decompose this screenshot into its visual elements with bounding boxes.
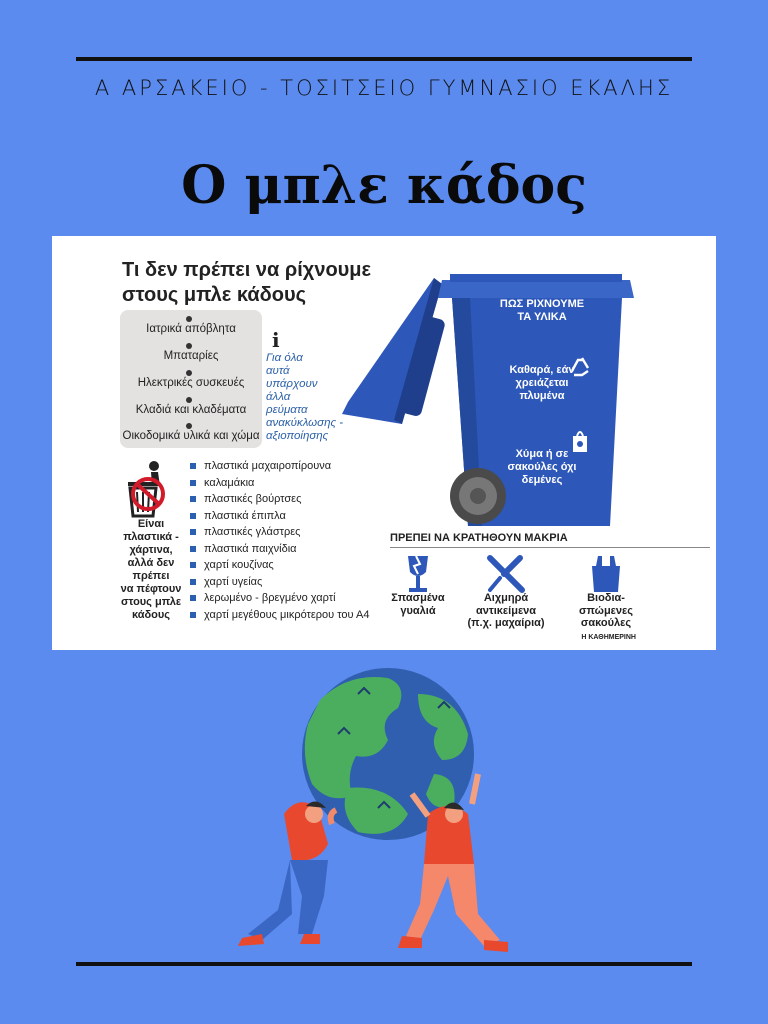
bin-how-to-text <box>490 298 594 324</box>
bin-text-line: σακούλες όχι <box>507 461 577 473</box>
caption-line: Είναι <box>137 518 165 530</box>
list-item: χαρτί υγείας <box>190 574 369 591</box>
list-item: καλαμάκια <box>190 475 369 492</box>
caption-line: κάδους <box>131 609 171 621</box>
keep-away-label <box>373 592 463 617</box>
keep-away-line: αντικείμενα <box>475 604 537 617</box>
caption-line: να πέφτουν <box>120 583 182 595</box>
people-holding-earth-illustration <box>228 664 540 964</box>
infographic-heading <box>122 258 371 308</box>
bin-text-line: πλυμένα <box>519 390 565 402</box>
not-allowed-item: Μπαταρίες <box>163 350 219 362</box>
note-line: Για όλα <box>266 352 303 364</box>
not-allowed-box <box>120 310 262 448</box>
bullet-dot <box>186 316 192 322</box>
keep-away-line: σπώμενες <box>579 604 633 617</box>
no-trash-icon <box>124 458 170 518</box>
note-line: άλλα <box>266 391 291 403</box>
caption-line: πρέπει <box>132 570 170 582</box>
list-item: πλαστικές γλάστρες <box>190 524 369 541</box>
not-allowed-item: Οικοδομικά υλικά και χώμα <box>122 430 260 442</box>
paper-plastic-caption <box>118 518 184 622</box>
keep-away-label <box>461 592 551 630</box>
keep-away-line: (π.χ. μαχαίρια) <box>467 617 545 629</box>
bin-text-line: ΤΑ ΥΛΙΚΑ <box>517 311 567 323</box>
school-name: Α ΑΡΣΑΚΕΙΟ - ΤΟΣΙΤΣΕΙΟ ΓΥΜΝΑΣΙΟ ΕΚΑΛΗΣ <box>94 76 674 100</box>
bullet-dot <box>186 397 192 403</box>
infographic-panel <box>52 236 716 650</box>
note-line: αυτά <box>266 365 290 377</box>
not-allowed-item: Ηλεκτρικές συσκευές <box>137 377 245 389</box>
bin-text-line: χρειάζεται <box>515 377 569 389</box>
keep-away-line: Αιχμηρά <box>483 592 529 604</box>
broken-glass-icon <box>396 554 440 594</box>
bullet-dot <box>186 343 192 349</box>
list-item: πλαστικά μαχαιροπίρουνα <box>190 458 369 475</box>
bullet-dot <box>186 370 192 376</box>
list-item: πλαστικά έπιπλα <box>190 508 369 525</box>
note-line: ανακύκλωσης - <box>266 417 344 429</box>
bin-text-line: Καθαρά, εάν <box>509 364 575 376</box>
caption-line: στους μπλε <box>120 596 182 608</box>
caption-line: αλλά δεν <box>127 557 175 569</box>
list-item: πλαστικές βούρτσες <box>190 491 369 508</box>
keep-away-label <box>561 592 651 630</box>
list-item: λερωμένο - βρεγμένο χαρτί <box>190 590 369 607</box>
sharp-objects-icon <box>484 554 528 594</box>
bin-text-line: ΠΩΣ ΡΙΧΝΟΥΜΕ <box>499 298 585 310</box>
top-rule <box>76 57 692 61</box>
bin-clean-text <box>488 364 596 403</box>
keep-away-line: γυαλιά <box>400 604 436 617</box>
not-allowed-item: Ιατρικά απόβλητα <box>146 323 236 335</box>
bin-text-line: Χύμα ή σε <box>515 448 569 460</box>
info-icon: i <box>272 328 280 352</box>
bin-text-line: δεμένες <box>521 474 563 486</box>
list-item: χαρτί κουζίνας <box>190 557 369 574</box>
plastic-bag-icon <box>584 554 628 594</box>
keep-away-line: Σπασμένα <box>391 592 445 604</box>
newspaper-credit: Η ΚΑΘΗΜΕΡΙΝΗ <box>581 634 636 641</box>
note-line: υπάρχουν <box>266 378 318 390</box>
keep-away-line: σακούλες <box>580 617 632 629</box>
keep-away-divider <box>390 547 710 548</box>
bullet-dot <box>186 423 192 429</box>
bottom-rule <box>76 962 692 966</box>
bin-loose-text <box>488 448 596 487</box>
caption-line: πλαστικά - <box>123 531 179 543</box>
keep-away-title: ΠΡΕΠΕΙ ΝΑ ΚΡΑΤΗΘΟΥΝ ΜΑΚΡΙΑ <box>390 532 568 544</box>
note-line: αξιοποίησης <box>266 430 329 442</box>
caption-line: χάρτινα, <box>129 544 173 556</box>
note-line: ρεύματα <box>266 404 308 416</box>
page-title: Ο μπλε κάδος <box>181 155 587 216</box>
keep-away-line: Βιοδια- <box>587 592 625 604</box>
heading-line-2: στους μπλε κάδους <box>122 284 307 306</box>
list-item: χαρτί μεγέθους μικρότερου του Α4 <box>190 607 369 624</box>
list-item: πλαστικά παιχνίδια <box>190 541 369 558</box>
heading-line-1: Τι δεν πρέπει να ρίχνουμε <box>122 259 372 281</box>
not-allowed-item: Κλαδιά και κλαδέματα <box>135 404 247 416</box>
